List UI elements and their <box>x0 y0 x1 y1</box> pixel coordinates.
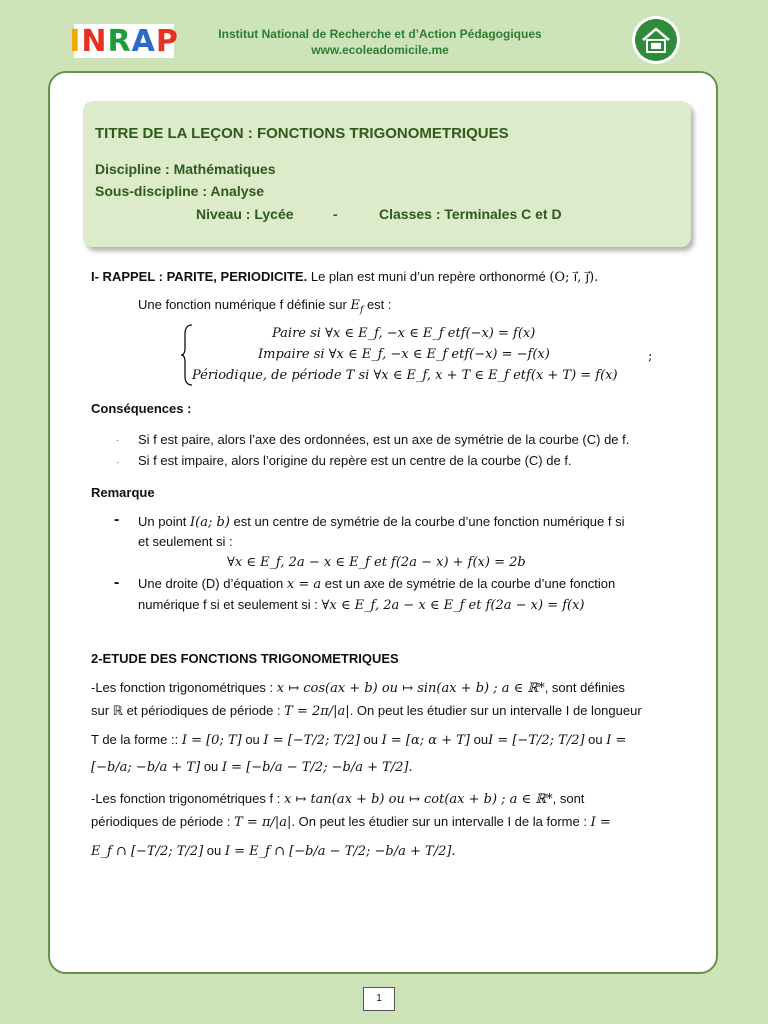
consequence-item: Si f est impaire, alors l’origine du repère est un centre de la courbe (C) de f. <box>138 453 572 468</box>
p1-l3-math3: I = [α; α + T] <box>381 733 470 748</box>
p2-l1-b: , sont <box>552 791 585 806</box>
remarque-item1-a: Un point <box>138 514 187 529</box>
institution-name: Institut National de Recherche et d’Action Pédagogiques <box>218 27 542 41</box>
classes-label: Classes : Terminales C et D <box>379 206 562 222</box>
p1-l2-math: T = 2π/|a| <box>284 704 350 719</box>
case-paire: Paire si ∀x ∈ E_f, −x ∈ E_f etf(−x) = f(x) <box>272 326 536 341</box>
p1-l2-a: sur ℝ et périodiques de période : <box>91 703 281 718</box>
ou-word: ou <box>588 732 603 747</box>
p1-l3-math4: I = [−T/2; T/2] <box>488 733 585 748</box>
p1-l4-math1: [−b/a; −b/a + T] <box>91 760 201 775</box>
remarque-item2-b: est un axe de symétrie de la courbe d’une fonction <box>324 576 616 591</box>
consequence-item: Si f est paire, alors l’axe des ordonnées, est un axe de symétrie de la courbe (C) de f. <box>138 432 630 447</box>
p2-l3-math2: I = E_f ∩ [−b/a − T/2; −b/a + T/2]. <box>224 844 456 859</box>
section2-p1-line4 <box>91 758 413 777</box>
section2-heading: 2-ETUDE DES FONCTIONS TRIGONOMETRIQUES <box>91 651 399 666</box>
niveau-separator: - <box>333 206 338 222</box>
p2-l3-math1: E_f ∩ [−T/2; T/2] <box>91 844 204 859</box>
bullet-icon: · <box>116 436 119 445</box>
dash-bullet: - <box>114 511 120 528</box>
bullet-icon: · <box>116 458 119 467</box>
cases-semicolon: ; <box>648 349 653 364</box>
p1-l4-math2: I = [−b/a − T/2; −b/a + T/2]. <box>221 760 413 775</box>
remarque-item2-equation: x = a <box>286 577 322 592</box>
remarque-item2-c: numérique f si et seulement si : <box>138 597 318 612</box>
remarque-item2-line2 <box>138 596 585 615</box>
remarque-heading: Remarque <box>91 485 155 500</box>
consequences-heading: Conséquences : <box>91 401 192 416</box>
ou-word: ou <box>206 843 222 858</box>
house-logo-icon <box>632 16 680 64</box>
p2-l1-math: x ↦ tan(ax + b) ou ↦ cot(ax + b) ; a ∈ ℝ* <box>283 792 553 807</box>
remarque-item2-line1 <box>138 575 615 594</box>
lesson-title: TITRE DE LA LEÇON : FONCTIONS TRIGONOMETRIQUES <box>95 125 509 142</box>
remarque-item1-b: est un centre de symétrie de la courbe d’une fonction numérique f si <box>233 514 625 529</box>
p1-l3-math2: I = [−T/2; T/2] <box>263 733 360 748</box>
p2-l2-b: . On peut les étudier sur un intervalle I de la forme : <box>291 814 587 829</box>
ou-word: ou <box>203 759 219 774</box>
section2-p2-line1 <box>91 790 584 809</box>
definition-line <box>138 296 392 320</box>
section1-line <box>91 268 598 287</box>
p1-l1-a: -Les fonction trigonométriques : <box>91 680 274 695</box>
p2-l2-a: périodiques de période : <box>91 814 231 829</box>
remarque-item1-formula: ∀x ∈ E_f, 2a − x ∈ E_f et f(2a − x) + f(x) = 2b <box>227 555 526 570</box>
p1-l3-math5: I = <box>606 733 627 748</box>
dash-bullet: - <box>114 574 120 591</box>
p1-l1-math: x ↦ cos(ax + b) ou ↦ sin(ax + b) ; a ∈ ℝ* <box>276 681 545 696</box>
section2-p1-line3 <box>91 731 626 750</box>
discipline-label: Discipline : Mathématiques <box>95 161 276 177</box>
remarque-item1-line1 <box>138 513 625 532</box>
p1-l3-math1: I = [0; T] <box>181 733 242 748</box>
remarque-item1-line2: et seulement si : <box>138 534 233 549</box>
definition-set-sub: f <box>359 305 364 316</box>
niveau-label: Niveau : Lycée <box>196 206 294 222</box>
section1-heading: I- RAPPEL : PARITE, PERIODICITE. <box>91 269 308 284</box>
lesson-title-box <box>83 101 691 247</box>
p1-l3-a: T de la forme :: <box>91 732 179 747</box>
case-periodique: Périodique, de période T si ∀x ∈ E_f, x + T ∈ E_f etf(x + T) = f(x) <box>192 368 618 383</box>
section1-repere: (O; i⃗, j⃗). <box>549 270 599 285</box>
p2-l2-math2: I = <box>590 815 611 830</box>
ou-word: ou <box>473 732 489 747</box>
definition-set: E <box>350 298 360 313</box>
ou-word: ou <box>363 732 378 747</box>
website-link[interactable]: www.ecoleadomicile.me <box>311 43 449 57</box>
p2-l2-math: T = π/|a| <box>234 815 292 830</box>
definition-end: est : <box>366 297 392 312</box>
remarque-item1-point: I(a; b) <box>190 515 230 530</box>
section2-p1-line1 <box>91 679 625 698</box>
institution-header <box>180 26 580 58</box>
ou-word: ou <box>245 732 260 747</box>
remarque-item2-formula: ∀x ∈ E_f, 2a − x ∈ E_f et f(2a − x) = f(x) <box>321 598 585 613</box>
section2-p2-line3 <box>91 842 456 861</box>
p2-l1-a: -Les fonction trigonométriques f : <box>91 791 281 806</box>
inrap-logo: I N R A P <box>69 23 179 59</box>
page-number: 1 <box>363 987 395 1011</box>
case-impaire: Impaire si ∀x ∈ E_f, −x ∈ E_f etf(−x) = −f(x) <box>258 347 550 362</box>
section2-p1-line2 <box>91 702 642 721</box>
remarque-item2-a: Une droite (D) d’équation <box>138 576 284 591</box>
p1-l2-b: . On peut les étudier sur un intervalle I de longueur <box>349 703 642 718</box>
definition-text: Une fonction numérique f définie sur <box>138 297 347 312</box>
p1-l1-b: , sont définies <box>544 680 625 695</box>
section2-p2-line2 <box>91 813 611 832</box>
section1-intro: Le plan est muni d’un repère orthonormé <box>310 269 546 284</box>
sous-discipline-label: Sous-discipline : Analyse <box>95 183 265 199</box>
